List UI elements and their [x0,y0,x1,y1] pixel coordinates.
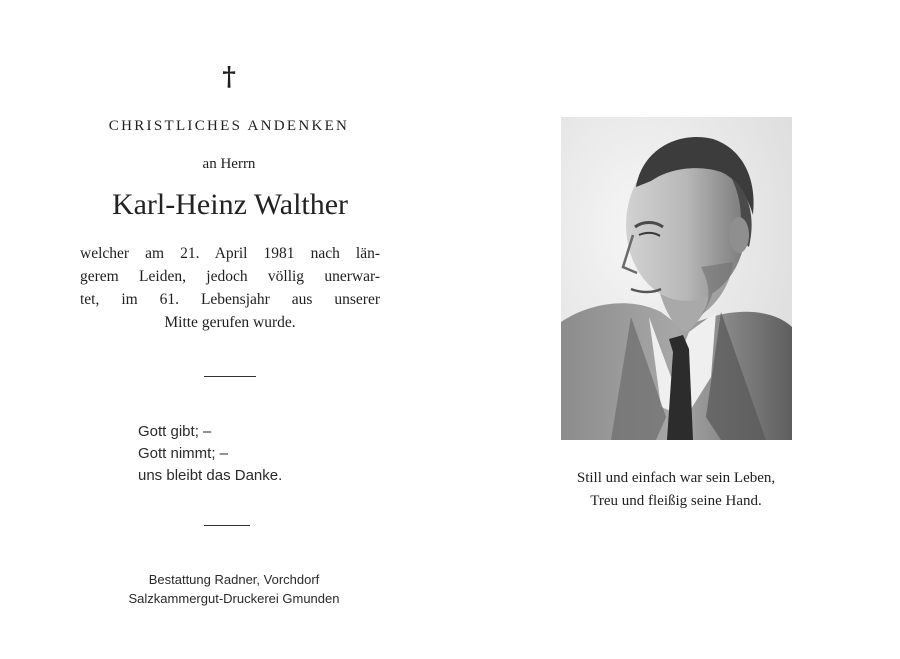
bio-line: tet, im 61. Lebensjahr aus unserer [80,291,380,308]
verse-line: uns bleibt das Danke. [138,467,283,484]
portrait-photo [561,117,792,440]
bio-line: Mitte gerufen wurde. [164,314,296,331]
epitaph-caption [520,467,832,513]
biography-text [80,242,380,334]
bio-line: gerem Leiden, jedoch völlig unerwar- [80,268,380,285]
caption-line: Still und einfach war sein Leben, [576,470,776,486]
credit-line: Bestattung Radner, Vorchdorf [148,572,320,587]
divider [204,376,256,377]
cross-icon: † [222,62,236,92]
verse [138,421,398,487]
card-heading: CHRISTLICHES ANDENKEN [108,118,350,134]
verse-line: Gott gibt; – [138,423,212,440]
printer-credits [60,570,408,608]
credit-line: Salzkammergut-Druckerei Gmunden [128,591,340,606]
divider [204,525,250,526]
verse-line: Gott nimmt; – [138,445,229,462]
card-subheading: an Herrn [202,156,256,172]
bio-line: welcher am 21. April 1981 nach län- [80,245,380,262]
caption-line: Treu und fleißig seine Hand. [590,493,762,509]
deceased-name: Karl-Heinz Walther [111,188,349,221]
